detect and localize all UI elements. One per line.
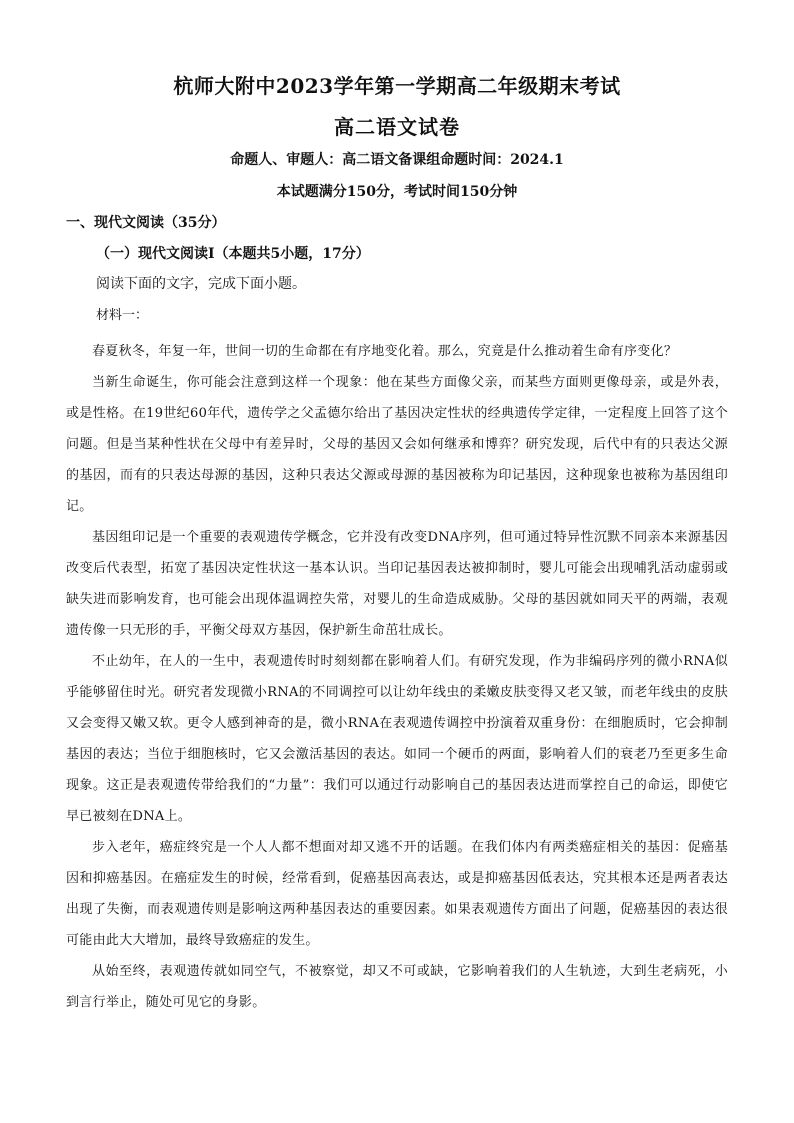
score-time-line: 本试题满分150分，考试时间150分钟 — [276, 184, 518, 200]
sub-section-heading: （一）现代文阅读Ⅰ（本题共5小题，17分） — [96, 246, 370, 262]
exam-title: 杭师大附中2023学年第一学期高二年级期末考试 — [173, 74, 621, 98]
paragraph-2: 当新生命诞生，你可能会注意到这样一个现象：他在某些方面像父亲，而某些方面则更像母亲，或是外表，或是性格。在19世纪60年代，遗传学之父孟德尔给出了基因决定性状的经典遗传学定律，一定程度上回答了这个问题。但是当某种性状在父母中有差异时，父母的基因又会如何继承和博弈？研究发现，后代中有的只表达父源的基因，而有的只表达母源的基因，这种只表达父源或母源的基因被称为印记基因，这种现象也被称为基因组印记。 — [66, 375, 728, 514]
material-label: 材料一： — [96, 308, 149, 323]
exam-subtitle: 高二语文试卷 — [334, 115, 460, 139]
paragraph-4: 不止幼年，在人的一生中，表观遗传时时刻刻都在影响着人们。有研究发现，作为非编码序列的微小RNA似乎能够留住时光。研究者发现微小RNA的不同调控可以让幼年线虫的柔嫩皮肤变得又老又皱，而老年线虫的皮肤又会变得又嫩又软。更令人感到神奇的是，微小RNA在表观遗传调控中扮演着双重身份：在细胞质时，它会抑制基因的表达；当位于细胞核时，它又会激活基因的表达。如同一个硬币的两面，影响着人们的衰老乃至更多生命现象。这正是表观遗传带给我们的“力量”：我们可以通过行动影响自己的基因表达进而掌控自己的命运，即使它早已被刻在DNA上。 — [66, 654, 728, 824]
paragraph-5: 步入老年，癌症终究是一个人人都不想面对却又逃不开的话题。在我们体内有两类癌症相关的基因：促癌基因和抑癌基因。在癌症发生的时候，经常看到，促癌基因高表达，或是抑癌基因低表达，究其根本还是两者表达出现了失衡，而表观遗传则是影响这两种基因表达的重要因素。如果表观遗传方面出了问题，促癌基因的表达很可能由此大大增加，最终导致癌症的发生。 — [66, 840, 728, 948]
article-body — [66, 336, 728, 1018]
authors-line: 命题人、审题人：高二语文备课组命题时间：2024.1 — [230, 152, 564, 168]
paragraph-3: 基因组印记是一个重要的表观遗传学概念，它并没有改变DNA序列，但可通过特异性沉默不同亲本来源基因改变后代表型，拓宽了基因决定性状这一基本认识。当印记基因表达被抑制时，婴儿可能会出现哺乳活动虚弱或缺失进而影响发育，也可能会出现体温调控失常，对婴儿的生命造成威胁。父母的基因就如同天平的两端，表观遗传像一只无形的手，平衡父母双方基因，保护新生命茁壮成长。 — [66, 530, 728, 638]
section-heading: 一、现代文阅读（35分） — [66, 215, 226, 231]
paragraph-1: 春夏秋冬，年复一年，世间一切的生命都在有序地变化着。那么，究竟是什么推动着生命有序变化？ — [92, 344, 678, 359]
reading-instruction: 阅读下面的文字，完成下面小题。 — [96, 276, 306, 292]
paragraph-6: 从始至终，表观遗传就如同空气，不被察觉，却又不可或缺，它影响着我们的人生轨迹，大到生老病死，小到言行举止，随处可见它的身影。 — [66, 964, 728, 1010]
